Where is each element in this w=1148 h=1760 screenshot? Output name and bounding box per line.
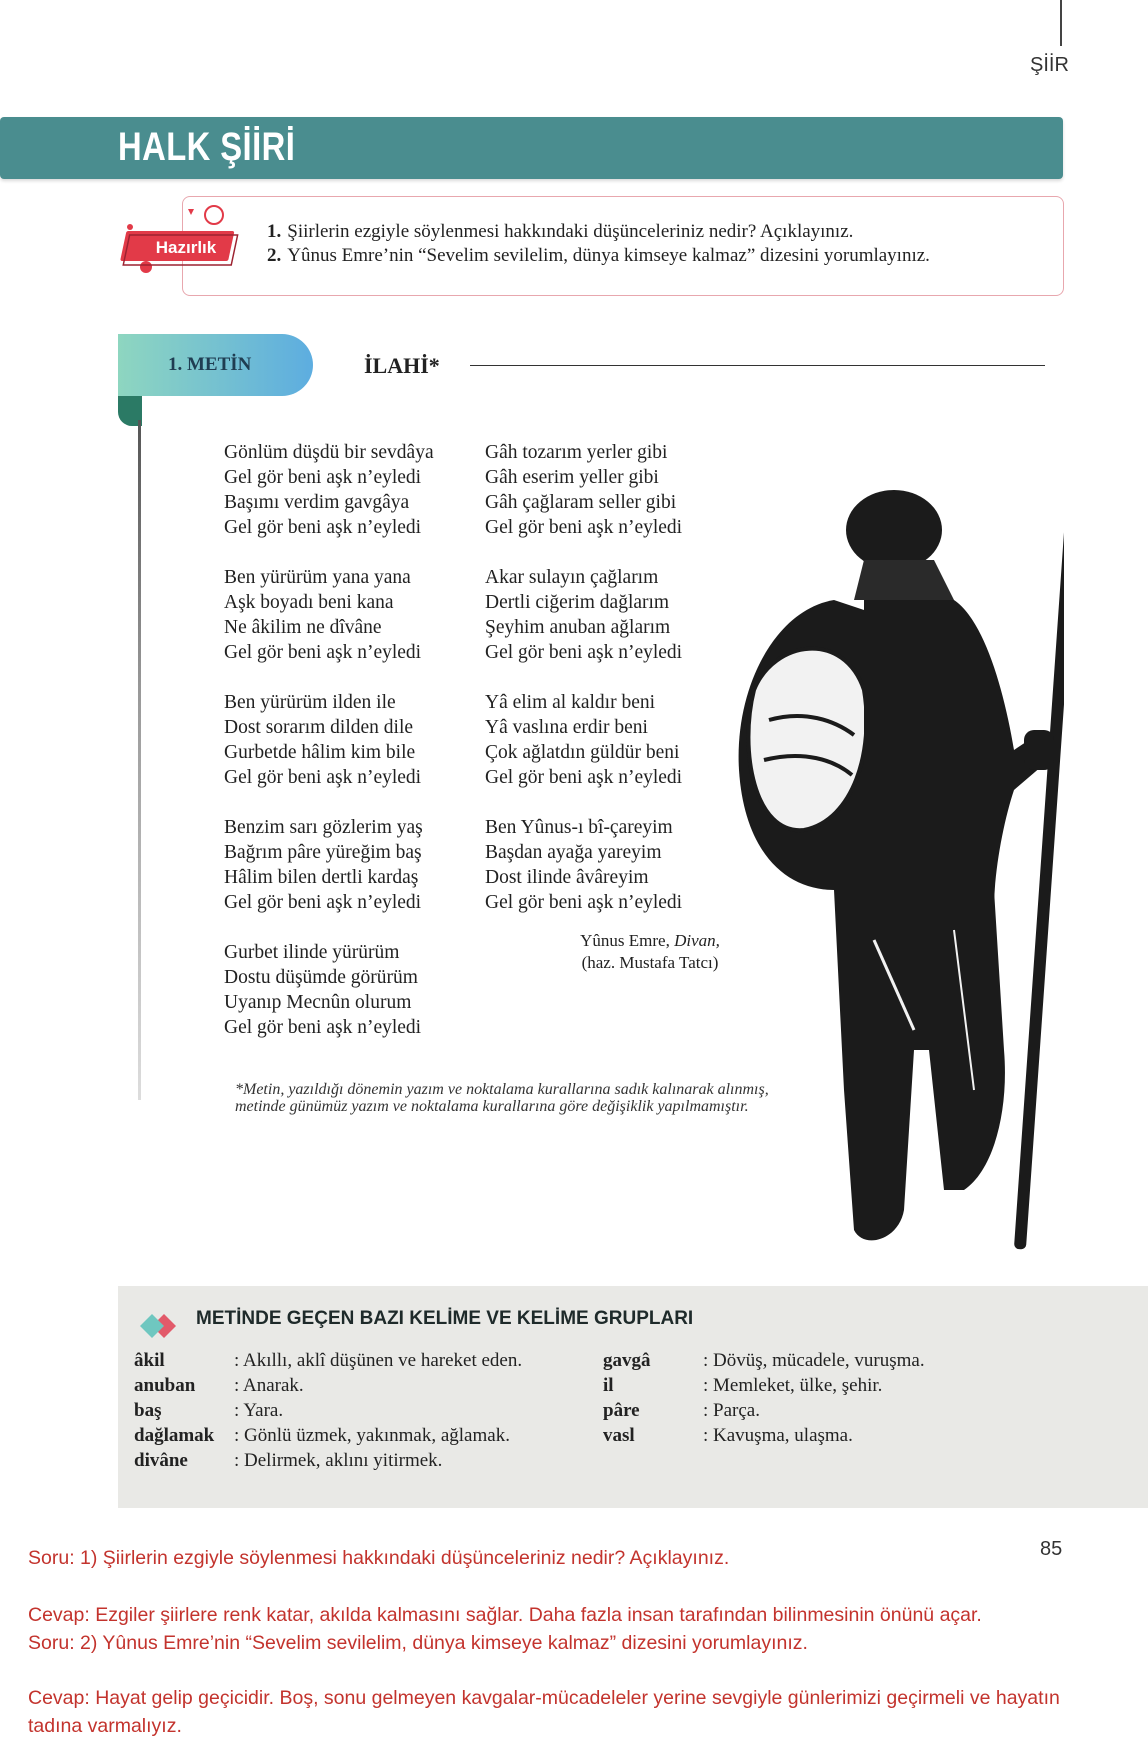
badge-decoration-icon [118,205,253,283]
question-1: Soru: 1) Şiirlerin ezgiyle söylenmesi hakkındaki düşünceleriniz nedir? Açıklayınız. [28,1547,730,1569]
poem-stanza: Gurbet ilinde yürürüm Dostu düşümde görürüm Uyanıp Mecnûn olurum Gel gör beni aşk n’eyledi [224,942,422,1038]
preparation-question-1: 1. Şiirlerin ezgiyle söylenmesi hakkındaki düşünceleriniz nedir? Açıklayınız. [267,221,854,242]
preparation-box [182,196,1064,296]
glossary-entry: dağlamak : Gönlü üzmek, yakınmak, ağlamak. [134,1425,510,1446]
poem-stanza: Ben yürürüm yana yana Aşk boyadı beni kana Ne âkilim ne dîvâne Gel gör beni aşk n’eyledi [224,567,422,663]
poem-stanza: Gâh tozarım yerler gibi Gâh eserim yeller gibi Gâh çağlaram seller gibi Gel gör beni aşk n’eyledi [485,442,683,538]
text-tab [118,334,313,396]
diamond-icon [138,1306,178,1346]
glossary-entry: âkil : Akıllı, aklî düşünen ve hareket eden. [134,1350,523,1371]
section-label: ŞİİR [1030,54,1069,76]
poem-title-rule [470,365,1045,366]
glossary-entry: gavgâ : Dövüş, mücadele, vuruşma. [603,1350,925,1371]
poem-stanza: Benzim sarı gözlerim yaş Bağrım pâre yüreğim baş Hâlim bilen dertli kardaş Gel gör beni aşk n’eyledi [224,817,423,913]
answer-2-line-2: tadına varmalıyız. [28,1715,182,1737]
poem-title: İLAHİ* [364,353,440,378]
answer-1: Cevap: Ezgiler şiirlere renk katar, akılda kalmasını sağlar. Daha fazla insan tarafından bilinmesinin önünü açar. [28,1604,982,1626]
title-bar [0,117,1063,179]
poem-stanza: Ben Yûnus-ı bî-çareyim Başdan ayağa yareyim Dost ilinde âvâreyim Gel gör beni aşk n’eyledi [485,817,683,913]
poem-stanza: Akar sulayın çağlarım Dertli ciğerim dağlarım Şeyhim anuban ağlarım Gel gör beni aşk n’eyledi [485,567,683,663]
header-rule [1060,0,1062,46]
tab-vertical-line [138,420,141,1100]
poem-stanza: Gönlüm düşdü bir sevdâya Gel gör beni aşk n’eyledi Başımı verdim gavgâya Gel gör beni aşk n’eyledi [224,442,434,538]
glossary-entry: il : Memleket, ülke, şehir. [603,1375,883,1396]
poem-source: Yûnus Emre, Divan, (haz. Mustafa Tatcı) [580,931,720,972]
page-title: HALK ŞİİRİ [118,125,296,169]
poem-stanza: Ben yürürüm ilden ile Dost sorarım dilden dile Gurbetde hâlim kim bile Gel gör beni aşk n’eyledi [224,692,422,788]
text-tab-label: 1. METİN [168,354,252,375]
wanderer-silhouette-icon [714,490,1064,1260]
badge-label: Hazırlık [155,238,217,257]
glossary-entry: pâre : Parça. [603,1400,760,1421]
glossary-title: METİNDE GEÇEN BAZI KELİME VE KELİME GRUPLARI [196,1308,694,1329]
glossary-entry: baş : Yara. [134,1400,284,1421]
answer-2-line-1: Cevap: Hayat gelip geçicidir. Boş, sonu gelmeyen kavgalar-mücadeleler yerine sevgiyle günlerimizi geçirmeli ve hayatın [28,1687,1060,1709]
glossary-entry: vasl : Kavuşma, ulaşma. [603,1425,853,1446]
wanderer-illustration [714,490,1064,1260]
glossary-left-column [134,1348,522,1473]
footnote: *Metin, yazıldığı dönemin yazım ve noktalama kurallarına sadık kalınarak alınmış, metinde günümüz yazım ve noktalama kurallarına göre değişiklik yapılmamıştır. [235,1081,769,1115]
page-number: 85 [1040,1538,1063,1560]
question-2: Soru: 2) Yûnus Emre’nin “Sevelim sevilelim, dünya kimseye kalmaz” dizesini yorumlayınız. [28,1632,808,1654]
glossary-entry: divâne : Delirmek, aklını yitirmek. [134,1450,443,1471]
glossary-entry: anuban : Anarak. [134,1375,304,1396]
poem-stanza: Yâ elim al kaldır beni Yâ vaslına erdir beni Çok ağlatdın güldür beni Gel gör beni aşk n’eyledi [485,692,683,788]
preparation-question-2: 2. Yûnus Emre’nin “Sevelim sevilelim, dünya kimseye kalmaz” dizesini yorumlayınız. [267,245,930,266]
glossary-right-column [603,1348,925,1448]
glossary-box [118,1286,1148,1508]
preparation-badge [118,205,253,283]
